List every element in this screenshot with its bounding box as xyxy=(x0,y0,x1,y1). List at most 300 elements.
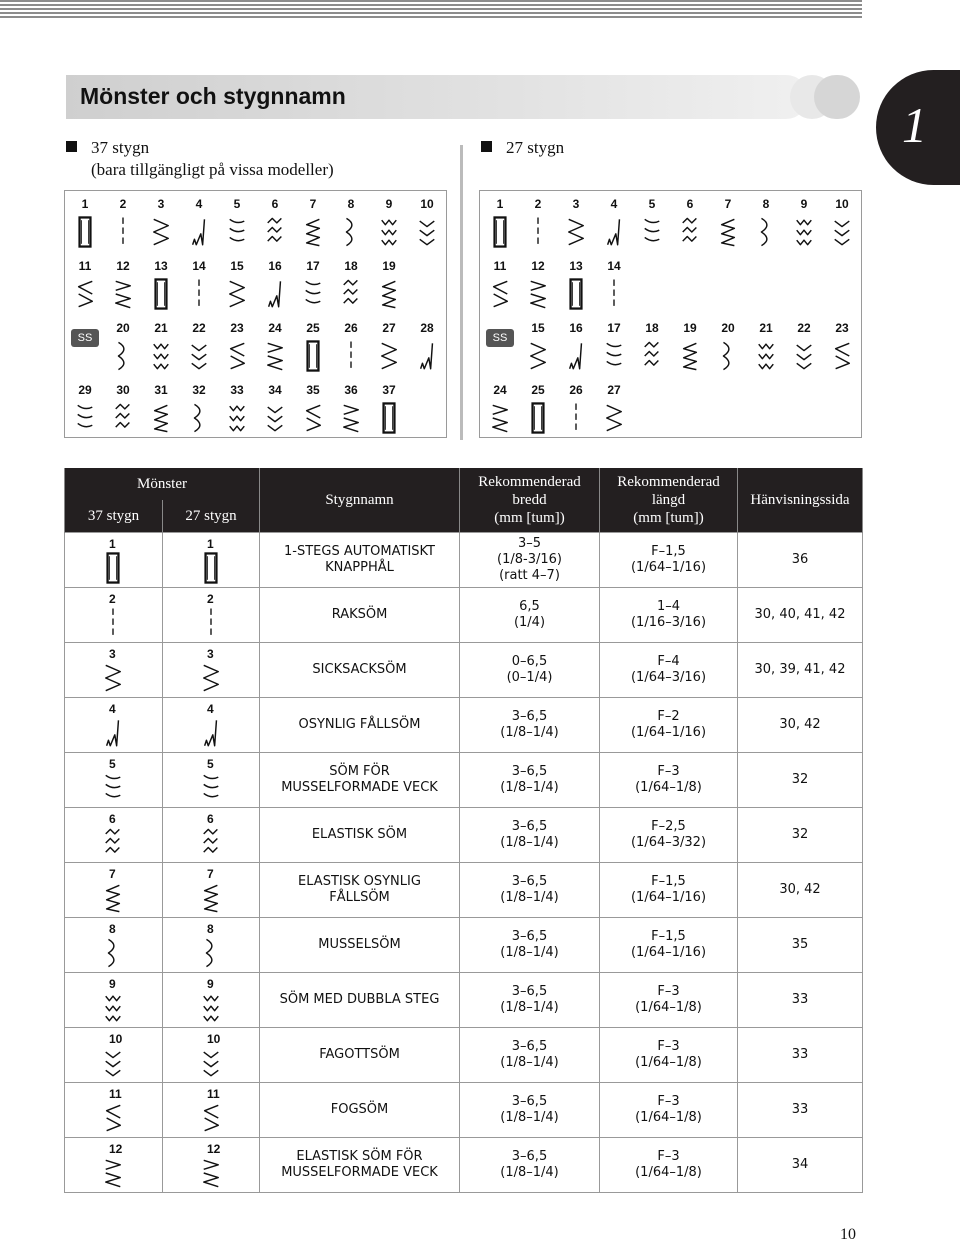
width-value-line: (1/8–1/4) xyxy=(500,1164,559,1180)
length-value-line: (1/64–3/32) xyxy=(630,834,707,850)
width-value-line: (1/8–1/4) xyxy=(500,834,559,850)
section-heading-37 xyxy=(66,137,334,181)
pattern-number: 6 xyxy=(109,811,116,826)
stitch-pattern-icon xyxy=(104,400,142,436)
width-value-line: 3–6,5 xyxy=(511,873,548,889)
width-value-line: 3–6,5 xyxy=(511,818,548,834)
stitch-pattern-icon xyxy=(218,400,256,436)
width-value-line: 0–6,5 xyxy=(511,653,548,669)
header-length-line: (mm [tum]) xyxy=(633,509,704,526)
pattern-cell xyxy=(65,1082,163,1137)
title-band-decoration xyxy=(814,75,860,119)
stitch-pattern-icon xyxy=(370,214,408,250)
stitch-pattern-icon xyxy=(633,338,671,374)
stitch-number: 28 xyxy=(420,321,434,335)
width-value-line: (ratt 4–7) xyxy=(499,567,560,583)
stitch-pattern-icon xyxy=(66,400,104,436)
stitch-cell xyxy=(408,315,446,377)
pattern-number: 8 xyxy=(207,921,214,936)
pattern-number: 2 xyxy=(207,591,214,606)
section-label: 27 stygn xyxy=(506,138,565,157)
stitch-row xyxy=(65,191,446,253)
length-value xyxy=(600,1137,738,1192)
stitch-number: 21 xyxy=(759,321,773,335)
width-value xyxy=(460,807,600,862)
stitch-number: 7 xyxy=(724,197,732,211)
table-row xyxy=(65,862,863,917)
stitch-number: 29 xyxy=(78,383,92,397)
stitch-pattern-icon xyxy=(104,276,142,312)
stitch-number: 33 xyxy=(230,383,244,397)
stitch-pattern-icon xyxy=(180,276,218,312)
stitch-row xyxy=(65,253,446,315)
stitch-cell xyxy=(332,315,370,377)
stitch-number: 19 xyxy=(683,321,697,335)
stitch-pattern-icon xyxy=(201,1045,221,1081)
stitch-name xyxy=(260,1082,460,1137)
stitch-cell xyxy=(218,191,256,253)
pattern-number: 6 xyxy=(207,811,214,826)
length-value xyxy=(600,1082,738,1137)
stitch-pattern-icon xyxy=(747,338,785,374)
stitch-cell xyxy=(519,315,557,377)
stitch-number: 11 xyxy=(78,259,92,273)
stitch-pattern-icon xyxy=(103,550,123,586)
stitch-pattern-icon xyxy=(103,1100,123,1136)
stitch-number: 12 xyxy=(116,259,130,273)
stitch-name-line: RAKSÖM xyxy=(331,606,388,622)
stitch-name xyxy=(260,972,460,1027)
pattern-number: 11 xyxy=(207,1086,220,1101)
stitch-pattern-icon xyxy=(256,214,294,250)
stitch-name xyxy=(260,1027,460,1082)
length-value-line: (1/64–1/8) xyxy=(635,1164,702,1180)
reference-page-line: 33 xyxy=(791,1101,809,1117)
stitch-pattern-icon xyxy=(256,400,294,436)
table-row xyxy=(65,972,863,1027)
pattern-number: 12 xyxy=(207,1141,221,1156)
stitch-number: 22 xyxy=(192,321,206,335)
pattern-cell xyxy=(163,1027,260,1082)
stitch-cell xyxy=(671,315,709,377)
stitch-number: 25 xyxy=(306,321,320,335)
reference-page xyxy=(738,1082,863,1137)
stitch-cell xyxy=(481,191,519,253)
bullet-square-icon xyxy=(66,141,77,152)
stitch-number: 20 xyxy=(721,321,735,335)
stitch-cell xyxy=(332,191,370,253)
length-value-line: F–2,5 xyxy=(651,818,686,834)
stitch-cell xyxy=(595,253,633,315)
width-value xyxy=(460,862,600,917)
stitch-pattern-icon xyxy=(481,276,519,312)
pattern-number: 7 xyxy=(207,866,214,881)
width-value-line: 3–6,5 xyxy=(511,1093,548,1109)
stitch-cell xyxy=(66,377,104,439)
stitch-name-line: OSYNLIG FÅLLSÖM xyxy=(298,716,421,732)
stitch-cell xyxy=(66,191,104,253)
pattern-number: 9 xyxy=(109,976,116,991)
length-value-line: (1/64–1/16) xyxy=(630,889,707,905)
header-rule xyxy=(0,0,862,22)
section-heading-27 xyxy=(481,137,564,159)
stitch-pattern-icon xyxy=(201,880,221,916)
stitch-cell xyxy=(823,191,861,253)
stitch-pattern-icon xyxy=(66,214,104,250)
stitch-cell xyxy=(180,253,218,315)
stitch-number: 32 xyxy=(192,383,206,397)
length-value-line: 1–4 xyxy=(656,598,681,614)
stitch-pattern-icon xyxy=(142,276,180,312)
stitch-name xyxy=(260,642,460,697)
pattern-number: 10 xyxy=(207,1031,221,1046)
stitch-name-line: KNAPPHÅL xyxy=(325,559,394,575)
stitch-pattern-icon xyxy=(557,276,595,312)
stitch-pattern-icon xyxy=(201,1155,221,1191)
stitch-cell xyxy=(481,377,519,439)
pattern-cell xyxy=(65,642,163,697)
stitch-name-line: FAGOTTSÖM xyxy=(319,1046,400,1062)
pattern-number: 10 xyxy=(109,1031,123,1046)
stitch-panel-37 xyxy=(64,190,447,438)
reference-page-line: 33 xyxy=(791,1046,809,1062)
ss-badge: SS xyxy=(486,329,514,347)
width-value xyxy=(460,1137,600,1192)
header-width-line: (mm [tum]) xyxy=(494,509,565,526)
stitch-number: 5 xyxy=(648,197,656,211)
stitch-cell xyxy=(142,253,180,315)
stitch-number: 35 xyxy=(306,383,320,397)
stitch-pattern-icon xyxy=(595,400,633,436)
length-value-line: F–3 xyxy=(657,983,680,999)
stitch-name-line: 1-STEGS AUTOMATISKT xyxy=(284,543,435,559)
stitch-pattern-icon xyxy=(103,880,123,916)
stitch-pattern-icon xyxy=(785,338,823,374)
stitch-row xyxy=(65,377,446,439)
stitch-cell xyxy=(142,377,180,439)
pattern-number: 3 xyxy=(109,646,116,661)
table-row xyxy=(65,807,863,862)
stitch-pattern-icon xyxy=(218,338,256,374)
stitch-pattern-icon xyxy=(201,990,221,1026)
width-value xyxy=(460,1082,600,1137)
stitch-name-line: MUSSELFORMADE VECK xyxy=(281,779,438,795)
stitch-number: 10 xyxy=(420,197,434,211)
stitch-number: 16 xyxy=(268,259,282,273)
reference-page-line: 36 xyxy=(791,551,809,567)
stitch-pattern-icon xyxy=(823,338,861,374)
pattern-cell xyxy=(65,807,163,862)
reference-page-line: 33 xyxy=(791,991,809,1007)
stitch-pattern-icon xyxy=(408,338,446,374)
stitch-row xyxy=(480,253,861,315)
header-col37: 37 stygn xyxy=(65,500,163,532)
stitch-row xyxy=(65,315,446,377)
width-value xyxy=(460,972,600,1027)
stitch-pattern-icon xyxy=(481,214,519,250)
width-value-line: (1/8–1/4) xyxy=(500,1054,559,1070)
reference-page-line: 34 xyxy=(791,1156,809,1172)
stitch-number: 18 xyxy=(645,321,659,335)
stitch-name-line: ELASTISK SÖM FÖR xyxy=(296,1148,423,1164)
stitch-pattern-icon xyxy=(201,715,221,751)
stitch-number: 4 xyxy=(610,197,618,211)
width-value-line: 3–5 xyxy=(517,535,542,551)
stitch-number: 23 xyxy=(230,321,244,335)
stitch-pattern-icon xyxy=(142,338,180,374)
stitch-name-line: ELASTISK SÖM xyxy=(311,826,408,842)
reference-page-line: 35 xyxy=(791,936,809,952)
stitch-pattern-icon xyxy=(256,338,294,374)
stitch-number: 16 xyxy=(569,321,583,335)
width-value-line: 3–6,5 xyxy=(511,928,548,944)
reference-page xyxy=(738,1027,863,1082)
width-value-line: (1/8–1/4) xyxy=(500,1109,559,1125)
stitch-cell xyxy=(142,191,180,253)
reference-page-line: 30, 42 xyxy=(779,716,821,732)
width-value xyxy=(460,917,600,972)
ss-badge: SS xyxy=(71,329,99,347)
stitch-number: 17 xyxy=(607,321,621,335)
stitch-pattern-icon xyxy=(103,935,123,971)
stitch-cell xyxy=(709,315,747,377)
stitch-pattern-icon xyxy=(595,214,633,250)
stitch-cell xyxy=(104,191,142,253)
stitch-pattern-icon xyxy=(370,400,408,436)
stitch-number: 26 xyxy=(569,383,583,397)
stitch-number: 37 xyxy=(382,383,396,397)
reference-page xyxy=(738,917,863,972)
stitch-pattern-icon xyxy=(823,214,861,250)
reference-page-line: 30, 40, 41, 42 xyxy=(754,606,846,622)
section-label: 37 stygn xyxy=(91,138,150,157)
stitch-number: 11 xyxy=(493,259,507,273)
stitch-pattern-icon xyxy=(201,550,221,586)
stitch-pattern-icon xyxy=(370,338,408,374)
table-row xyxy=(65,642,863,697)
stitch-pattern-icon xyxy=(256,276,294,312)
stitch-pattern-icon xyxy=(104,338,142,374)
stitch-cell xyxy=(370,315,408,377)
stitch-cell xyxy=(557,315,595,377)
width-value-line: (1/4) xyxy=(513,614,546,630)
stitch-pattern-icon xyxy=(66,276,104,312)
stitch-cell xyxy=(408,191,446,253)
pattern-cell xyxy=(65,972,163,1027)
stitch-cell xyxy=(218,253,256,315)
length-value-line: (1/64–1/16) xyxy=(630,724,707,740)
pattern-cell xyxy=(163,532,260,587)
reference-page xyxy=(738,642,863,697)
bullet-square-icon xyxy=(481,141,492,152)
stitch-cell xyxy=(256,377,294,439)
stitch-number: 3 xyxy=(157,197,165,211)
width-value-line: (0–1/4) xyxy=(506,669,553,685)
stitch-number: 13 xyxy=(569,259,583,273)
section-sublabel: (bara tillgängligt på vissa modeller) xyxy=(91,160,334,179)
reference-page xyxy=(738,1137,863,1192)
width-value xyxy=(460,1027,600,1082)
stitch-pattern-icon xyxy=(671,214,709,250)
header-pattern: Mönster xyxy=(65,468,260,500)
stitch-name-line: FOGSÖM xyxy=(330,1101,389,1117)
chapter-number: 1 xyxy=(902,97,927,153)
stitch-number: 24 xyxy=(493,383,507,397)
length-value xyxy=(600,587,738,642)
width-value-line: (1/8–1/4) xyxy=(500,999,559,1015)
reference-page xyxy=(738,697,863,752)
stitch-pattern-icon xyxy=(332,214,370,250)
stitch-number: 17 xyxy=(306,259,320,273)
pattern-number: 4 xyxy=(207,701,214,716)
stitch-pattern-icon xyxy=(201,660,221,696)
stitch-number: 31 xyxy=(154,383,168,397)
pattern-cell xyxy=(65,917,163,972)
stitch-pattern-icon xyxy=(142,400,180,436)
pattern-cell xyxy=(65,1137,163,1192)
stitch-pattern-icon xyxy=(785,214,823,250)
width-value-line: (1/8-3/16) xyxy=(497,551,562,567)
stitch-number: 23 xyxy=(835,321,849,335)
length-value xyxy=(600,642,738,697)
stitch-cell xyxy=(823,315,861,377)
length-value-line: F–3 xyxy=(657,1038,680,1054)
stitch-cell xyxy=(256,253,294,315)
stitch-cell xyxy=(519,253,557,315)
stitch-name-line: SICKSACKSÖM xyxy=(312,661,407,677)
stitch-pattern-icon xyxy=(519,400,557,436)
stitch-name xyxy=(260,752,460,807)
pattern-cell xyxy=(163,752,260,807)
stitch-number: 20 xyxy=(116,321,130,335)
reference-page xyxy=(738,862,863,917)
stitch-name-line: SÖM MED DUBBLA STEG xyxy=(279,991,440,1007)
pattern-cell xyxy=(163,862,260,917)
stitch-pattern-icon xyxy=(519,276,557,312)
stitch-number: 1 xyxy=(496,197,504,211)
stitch-cell xyxy=(294,377,332,439)
header-name: Stygnnamn xyxy=(260,468,460,532)
stitch-cell xyxy=(557,377,595,439)
stitch-name-line: ELASTISK OSYNLIG xyxy=(298,873,421,889)
stitch-cell xyxy=(595,315,633,377)
reference-page-line: 30, 42 xyxy=(779,881,821,897)
length-value xyxy=(600,972,738,1027)
reference-page xyxy=(738,972,863,1027)
stitch-row xyxy=(480,191,861,253)
page-number: 10 xyxy=(840,1226,856,1243)
length-value xyxy=(600,532,738,587)
pattern-number: 11 xyxy=(109,1086,122,1101)
length-value-line: (1/64–1/8) xyxy=(635,1054,702,1070)
stitch-cell xyxy=(180,377,218,439)
reference-page-line: 32 xyxy=(791,771,809,787)
stitch-cell xyxy=(595,377,633,439)
pattern-number: 8 xyxy=(109,921,116,936)
stitch-pattern-icon xyxy=(557,400,595,436)
width-value-line: 6,5 xyxy=(519,598,540,614)
stitch-number: 24 xyxy=(268,321,282,335)
pattern-cell xyxy=(163,917,260,972)
length-value xyxy=(600,752,738,807)
stitch-cell xyxy=(370,191,408,253)
stitch-name xyxy=(260,862,460,917)
stitch-name xyxy=(260,917,460,972)
stitch-pattern-icon xyxy=(557,338,595,374)
stitch-cell xyxy=(104,253,142,315)
stitch-cell xyxy=(785,191,823,253)
stitch-pattern-icon xyxy=(595,276,633,312)
length-value-line: F–1,5 xyxy=(651,873,686,889)
stitch-number: 14 xyxy=(192,259,206,273)
length-value xyxy=(600,862,738,917)
stitch-cell xyxy=(595,191,633,253)
stitch-cell xyxy=(709,191,747,253)
pattern-cell xyxy=(163,807,260,862)
stitch-cell xyxy=(747,191,785,253)
stitch-cell xyxy=(256,191,294,253)
stitch-pattern-icon xyxy=(103,1155,123,1191)
stitch-pattern-icon xyxy=(103,825,123,861)
pattern-number: 4 xyxy=(109,701,116,716)
stitch-cell xyxy=(785,315,823,377)
stitch-number: 4 xyxy=(195,197,203,211)
stitch-cell xyxy=(370,253,408,315)
pattern-cell xyxy=(163,1082,260,1137)
stitch-pattern-icon xyxy=(747,214,785,250)
stitch-cell xyxy=(332,253,370,315)
reference-page-line: 32 xyxy=(791,826,809,842)
header-col27: 27 stygn xyxy=(163,500,260,532)
stitch-number: 26 xyxy=(344,321,358,335)
pattern-cell xyxy=(163,1137,260,1192)
pattern-cell xyxy=(65,587,163,642)
stitch-cell xyxy=(481,253,519,315)
header-ref: Hänvisningssida xyxy=(738,468,863,532)
stitch-number: 6 xyxy=(271,197,279,211)
width-value-line: (1/8–1/4) xyxy=(500,779,559,795)
stitch-pattern-icon xyxy=(180,214,218,250)
stitch-pattern-icon xyxy=(201,935,221,971)
stitch-name xyxy=(260,807,460,862)
stitch-pattern-icon xyxy=(332,338,370,374)
length-value-line: (1/64–1/16) xyxy=(630,944,707,960)
reference-page xyxy=(738,752,863,807)
stitch-name xyxy=(260,532,460,587)
pattern-cell xyxy=(163,972,260,1027)
length-value-line: F–1,5 xyxy=(651,928,686,944)
stitch-pattern-icon xyxy=(481,400,519,436)
pattern-cell xyxy=(65,1027,163,1082)
stitch-cell xyxy=(633,191,671,253)
stitch-pattern-icon xyxy=(633,214,671,250)
stitch-cell xyxy=(66,253,104,315)
stitch-cell xyxy=(557,191,595,253)
stitch-pattern-icon xyxy=(370,276,408,312)
stitch-pattern-icon xyxy=(519,338,557,374)
stitch-pattern-icon xyxy=(103,1045,123,1081)
pattern-number: 1 xyxy=(207,536,214,551)
stitch-number: 36 xyxy=(344,383,358,397)
stitch-cell xyxy=(218,315,256,377)
stitch-cell xyxy=(332,377,370,439)
table-row xyxy=(65,752,863,807)
stitch-pattern-icon xyxy=(332,276,370,312)
stitch-pattern-icon xyxy=(103,605,123,641)
stitch-pattern-icon xyxy=(218,214,256,250)
stitch-pattern-icon xyxy=(294,338,332,374)
pattern-number: 1 xyxy=(109,536,116,551)
